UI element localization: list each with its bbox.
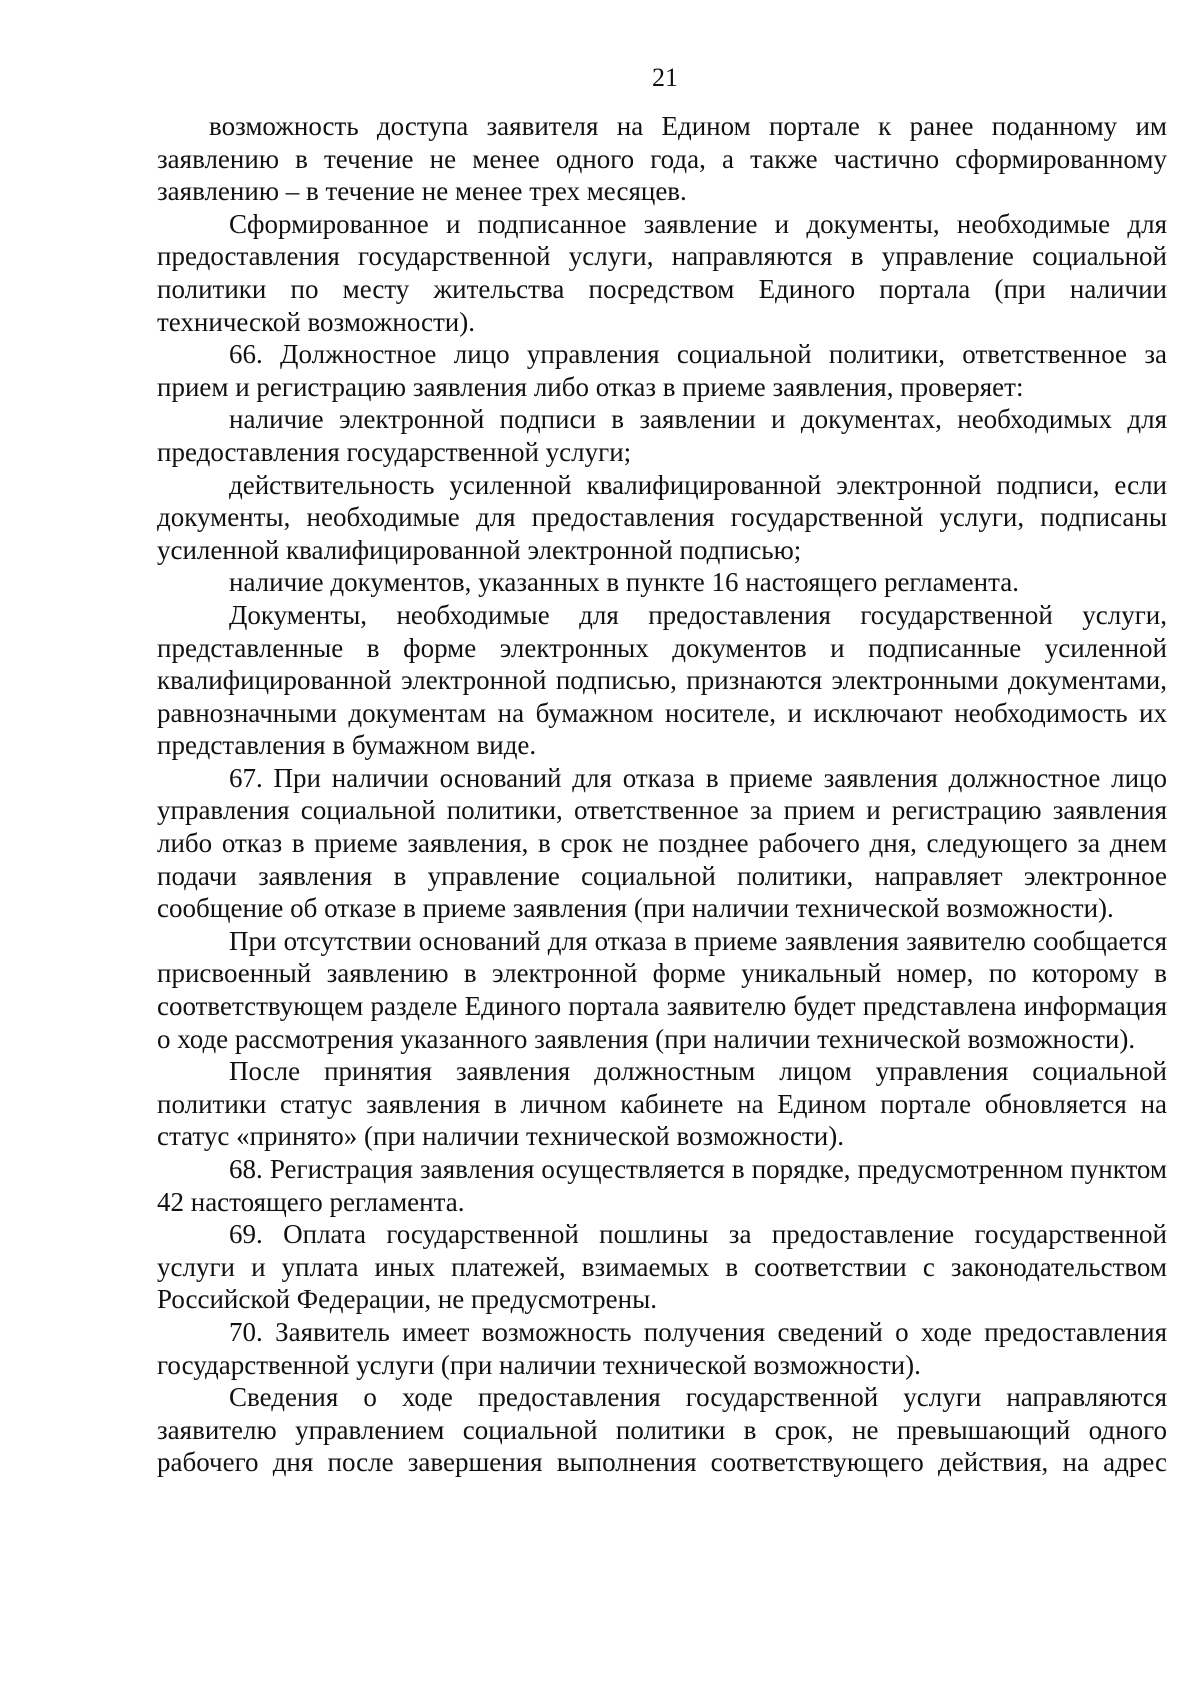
paragraph-67: 67. При наличии оснований для отказа в приеме заявления должностное лицо управления социальной политики, ответственное за прием и регистрацию заявления либо отказ в приеме заявления, в срок не позднее рабочего дня, следующего за днем подачи заявления в управление социальной политики, направляет электронное сообщение об отказе в приеме заявления (при наличии технической возможности). [157,762,1167,924]
paragraph-unique-number: При отсутствии оснований для отказа в приеме заявления заявителю сообщается присвоенный заявлению в электронной форме уникальный номер, по которому в соответствующем разделе Единого портала заявителю будет представлена информация о ходе рассмотрения указанного заявления (при наличии технической возможности). [157,925,1167,1054]
paragraph-electronic-documents: Документы, необходимые для предоставления государственной услуги, представленные в форме электронных документов и подписанные усиленной квалифицированной электронной подписью, признаются электронными документами, равнозначными документам на бумажном носителе, и исключают необходимость их представления в бумажном виде. [157,599,1167,761]
paragraph-68: 68. Регистрация заявления осуществляется в порядке, предусмотренном пунктом 42 настоящего регламента. [157,1154,1167,1217]
paragraph-continuation: возможность доступа заявителя на Едином портале к ранее поданному им заявлению в течение не менее одного года, а также частично сформированному заявлению – в течение не менее трех месяцев. [157,111,1167,207]
paragraph-66-check-documents: наличие документов, указанных в пункте 16 настоящего регламента. [229,567,1019,598]
paragraph-submission: Сформированное и подписанное заявление и документы, необходимые для предоставления государственной услуги, направляются в управление социальной политики по месту жительства посредством Единого портала (при наличии технической возможности). [157,208,1167,337]
paragraph-69: 69. Оплата государственной пошлины за предоставление государственной услуги и уплата иных платежей, взимаемых в соответствии с законодательством Российской Федерации, не предусмотрены. [157,1219,1167,1315]
paragraph-66-check-signature: наличие электронной подписи в заявлении и документах, необходимых для предоставления государственной услуги; [157,404,1167,467]
page-number: 21 [652,63,678,92]
paragraph-70: 70. Заявитель имеет возможность получения сведений о ходе предоставления государственной услуги (при наличии технической возможности). [157,1316,1167,1380]
paragraph-66-check-validity: действительность усиленной квалифицированной электронной подписи, если документы, необходимые для предоставления государственной услуги, подписаны усиленной квалифицированной электронной подписью; [157,469,1167,565]
paragraph-66: 66. Должностное лицо управления социальной политики, ответственное за прием и регистрацию заявления либо отказ в приеме заявления, проверяет: [157,339,1167,402]
paragraph-status-accepted: После принятия заявления должностным лицом управления социальной политики статус заявления в личном кабинете на Едином портале обновляется на статус «принято» (при наличии технической возможности). [157,1056,1167,1152]
document-body [157,110,1167,1479]
paragraph-progress-info: Сведения о ходе предоставления государственной услуги направляются заявителю управлением социальной политики в срок, не превышающий одного рабочего дня после завершения выполнения соответствующего действия, на адрес [157,1382,1167,1478]
